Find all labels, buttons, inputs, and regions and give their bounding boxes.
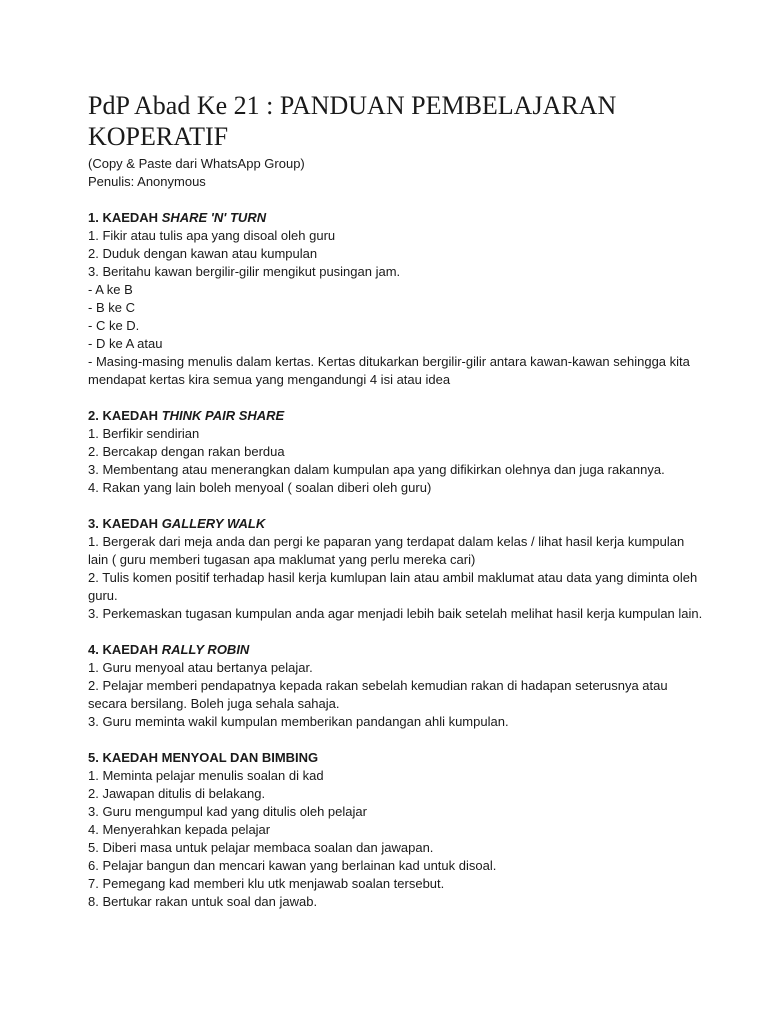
- list-item: 4. Menyerahkan kepada pelajar: [88, 822, 271, 837]
- section-list: [88, 767, 708, 911]
- title-line-2: KOPERATIF: [88, 122, 229, 151]
- section-1: [88, 209, 708, 389]
- list-item: 7. Pemegang kad memberi klu utk menjawab soalan tersebut.: [88, 876, 445, 891]
- section-list: [88, 227, 708, 389]
- section-heading-prefix: 4. KAEDAH: [88, 642, 162, 657]
- list-item: - A ke B: [88, 282, 133, 297]
- section-2: [88, 407, 708, 497]
- list-item: 6. Pelajar bangun dan mencari kawan yang berlainan kad untuk disoal.: [88, 858, 497, 873]
- section-heading-method: SHARE 'N' TURN: [161, 210, 267, 225]
- section-heading: [88, 641, 708, 659]
- list-item: 3. Membentang atau menerangkan dalam kumpulan apa yang difikirkan olehnya dan juga rakannya.: [88, 462, 665, 477]
- section-heading: [88, 515, 708, 533]
- list-item: 2. Duduk dengan kawan atau kumpulan: [88, 246, 318, 261]
- list-item: 2. Tulis komen positif terhadap hasil kerja kumlupan lain atau ambil maklumat atau data yang diminta oleh guru.: [88, 570, 698, 603]
- section-heading: [88, 749, 708, 767]
- section-heading-prefix: 3. KAEDAH: [88, 516, 162, 531]
- section-heading-prefix: 2. KAEDAH: [88, 408, 162, 423]
- sections-container: [88, 209, 708, 911]
- document-title: [88, 90, 708, 152]
- section-heading: [88, 209, 708, 227]
- section-heading-method: THINK PAIR SHARE: [161, 408, 285, 423]
- list-item: 3. Perkemaskan tugasan kumpulan anda agar menjadi lebih baik setelah melihat hasil kerja kumpulan lain.: [88, 606, 703, 621]
- list-item: 4. Rakan yang lain boleh menyoal ( soalan diberi oleh guru): [88, 480, 432, 495]
- list-item: 1. Berfikir sendirian: [88, 426, 200, 441]
- section-heading-method: GALLERY WALK: [161, 516, 266, 531]
- section-list: [88, 425, 708, 497]
- list-item: 3. Guru meminta wakil kumpulan memberikan pandangan ahli kumpulan.: [88, 714, 509, 729]
- section-heading: [88, 407, 708, 425]
- document-meta: [88, 155, 708, 191]
- list-item: - D ke A atau: [88, 336, 163, 351]
- source-note: (Copy & Paste dari WhatsApp Group): [88, 156, 305, 171]
- list-item: 1. Meminta pelajar menulis soalan di kad: [88, 768, 324, 783]
- section-list: [88, 533, 708, 623]
- list-item: 8. Bertukar rakan untuk soal dan jawab.: [88, 894, 318, 909]
- section-heading-prefix: 1. KAEDAH: [88, 210, 162, 225]
- list-item: 1. Bergerak dari meja anda dan pergi ke paparan yang terdapat dalam kelas / lihat hasil kerja kumpulan lain ( guru memberi tugasan apa maklumat yang perlu mereka cari): [88, 534, 685, 567]
- author-line: Penulis: Anonymous: [88, 174, 206, 189]
- section-heading-method: RALLY ROBIN: [161, 642, 250, 657]
- list-item: - B ke C: [88, 300, 135, 315]
- list-item: 2. Pelajar memberi pendapatnya kepada rakan sebelah kemudian rakan di hadapan seterusnya atau secara bersilang. Boleh juga sehala sahaja.: [88, 678, 668, 711]
- section-list: [88, 659, 708, 731]
- section-4: [88, 641, 708, 731]
- list-item: 3. Beritahu kawan bergilir-gilir mengikut pusingan jam.: [88, 264, 401, 279]
- section-3: [88, 515, 708, 623]
- list-item: 2. Jawapan ditulis di belakang.: [88, 786, 266, 801]
- section-heading-prefix: 5. KAEDAH MENYOAL DAN BIMBING: [88, 750, 319, 765]
- list-item: 5. Diberi masa untuk pelajar membaca soalan dan jawapan.: [88, 840, 434, 855]
- list-item: 3. Guru mengumpul kad yang ditulis oleh pelajar: [88, 804, 367, 819]
- list-item: 1. Guru menyoal atau bertanya pelajar.: [88, 660, 313, 675]
- list-item: - Masing-masing menulis dalam kertas. Kertas ditukarkan bergilir-gilir antara kawan-kawan sehingga kita mendapat kertas kira semua yang mengandungi 4 isi atau idea: [88, 354, 690, 387]
- title-line-1: PdP Abad Ke 21 : PANDUAN PEMBELAJARAN: [88, 91, 617, 120]
- section-5: [88, 749, 708, 911]
- list-item: - C ke D.: [88, 318, 140, 333]
- list-item: 2. Bercakap dengan rakan berdua: [88, 444, 285, 459]
- list-item: 1. Fikir atau tulis apa yang disoal oleh guru: [88, 228, 336, 243]
